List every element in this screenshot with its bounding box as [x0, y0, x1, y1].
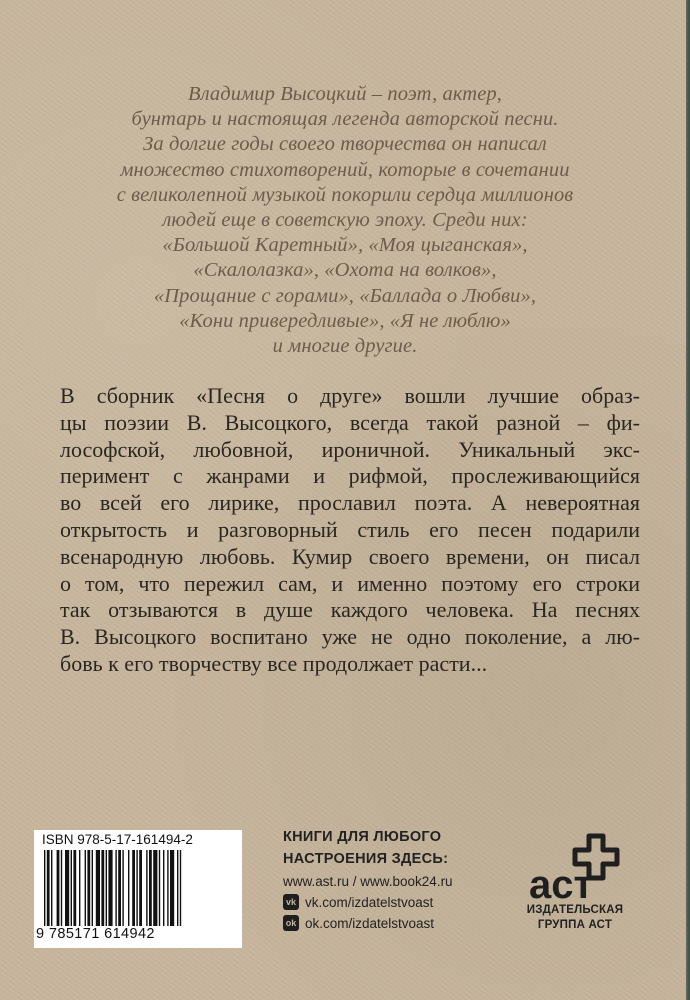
- body-line: В сборник «Песня о друге» вошли лучшие образ-: [60, 383, 640, 408]
- barcode-bar: [47, 850, 50, 926]
- publisher-caption-line: ГРУППА АСТ: [537, 919, 613, 931]
- barcode-bar: [139, 850, 142, 926]
- barcode-bar: [153, 850, 157, 926]
- intro-line: людей еще в советскую эпоху. Среди них:: [162, 209, 528, 232]
- barcode-bar: [61, 850, 62, 926]
- publisher-caption: [500, 903, 650, 933]
- body-line: о том, что пережил сам, и именно поэтому его строки: [60, 570, 640, 596]
- barcode-bar: [132, 850, 135, 926]
- info-heading: КНИГИ ДЛЯ ЛЮБОГО: [283, 829, 442, 845]
- logo-text: аст: [528, 863, 594, 907]
- barcode-bar: [180, 850, 181, 926]
- intro-line: Владимир Высоцкий – поэт, актер,: [188, 83, 502, 105]
- vk-icon: vk: [283, 894, 299, 910]
- barcode-bar: [122, 850, 123, 926]
- description-paragraph: [60, 383, 640, 678]
- body-line: цы поэзии В. Высоцкого, всегда такой разной – фи-: [60, 409, 640, 435]
- barcode-bar: [73, 850, 76, 926]
- intro-line: «Кони привередливые», «Я не люблю»: [179, 309, 511, 332]
- barcode-bar: [118, 850, 121, 926]
- ok-icon: ok: [283, 915, 299, 931]
- barcode-bar: [136, 850, 137, 926]
- barcode-bar: [71, 850, 72, 926]
- body-line: во всей его лирике, прославил поэта. А невероятная: [60, 490, 640, 516]
- publisher-info: [283, 826, 453, 931]
- website-links[interactable]: www.ast.ru / www.book24.ru: [283, 874, 453, 889]
- barcode-bar: [92, 850, 93, 926]
- barcode-bar: [146, 850, 147, 926]
- intro-line: и многие другие.: [272, 335, 418, 358]
- cover-edge: [686, 0, 690, 1000]
- barcode-bar: [106, 850, 107, 926]
- intro-line: «Скалолазка», «Охота на волков»,: [193, 259, 497, 282]
- intro-line: множество стихотворений, которые в сочетании: [120, 158, 570, 181]
- body-line: В. Высоцкого воспитано уже не одно поколение, а лю-: [60, 624, 640, 650]
- barcode-bar: [65, 850, 69, 926]
- barcode-bars: [42, 850, 234, 926]
- vk-link-text: vk.com/izdatelstvoast: [305, 894, 434, 910]
- publisher-caption-line: ИЗДАТЕЛЬСКАЯ: [526, 904, 624, 916]
- barcode-bar: [163, 850, 164, 926]
- barcode-bar: [159, 850, 160, 926]
- isbn-number: ISBN 978-5-17-161494-2: [42, 832, 193, 847]
- barcode-bar: [128, 850, 129, 926]
- barcode-bar: [57, 850, 60, 926]
- vk-link[interactable]: [283, 894, 453, 910]
- intro-line: «Большой Каретный», «Моя цыганская»,: [162, 234, 528, 257]
- body-line: так отзываются в душе каждого человека. На песнях: [60, 597, 640, 623]
- barcode-bar: [96, 850, 100, 926]
- intro-line: с великолепной музыкой покорили сердца миллионов: [116, 183, 574, 206]
- intro-paragraph: [90, 82, 600, 359]
- body-line: всенародную любовь. Кумир своего времени, он писал: [60, 543, 640, 569]
- body-line: перимент с жанрами и рифмой, прослеживающийся: [60, 463, 640, 489]
- barcode-bar: [44, 850, 45, 926]
- intro-line: За долгие годы своего творчества он написал: [143, 133, 547, 156]
- barcode-bar: [85, 850, 86, 926]
- isbn-barcode: [34, 830, 242, 948]
- barcode-bar: [108, 850, 112, 926]
- barcode-bar: [51, 850, 52, 926]
- barcode-bar: [87, 850, 90, 926]
- barcode-bar: [177, 850, 178, 926]
- barcode-bar: [149, 850, 152, 926]
- barcode-bar: [79, 850, 80, 926]
- body-line: лософской, любовной, ироничной. Уникальный экс-: [60, 436, 640, 462]
- body-line: бовь к его творчеству все продолжает расти...: [60, 650, 488, 676]
- barcode-bar: [170, 850, 174, 926]
- info-heading: НАСТРОЕНИЯ ЗДЕСЬ:: [283, 851, 449, 867]
- barcode-bar: [115, 850, 116, 926]
- intro-line: бунтарь и настоящая легенда авторской песни.: [131, 108, 559, 131]
- intro-line: «Прощание с горами», «Баллада о Любви»,: [153, 284, 537, 307]
- ok-link[interactable]: [283, 915, 453, 931]
- barcode-bar: [101, 850, 104, 926]
- barcode-digits: 9 785171 614942: [36, 926, 155, 942]
- ok-link-text: ok.com/izdatelstvoast: [305, 915, 435, 931]
- body-line: открытость и разговорный стиль его песен подарили: [60, 516, 640, 542]
- barcode-bar: [167, 850, 168, 926]
